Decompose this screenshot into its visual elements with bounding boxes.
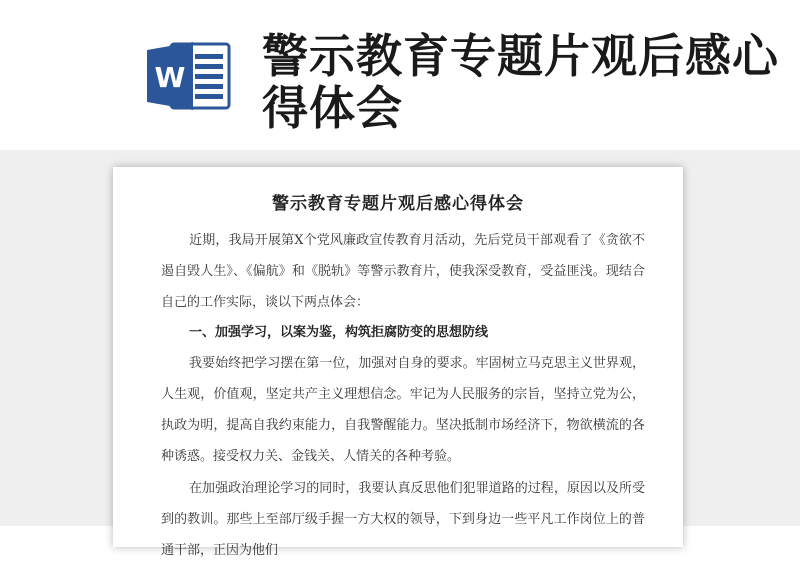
paragraph-intro-text: 近期，我局开展第X个党风廉政宣传教育月活动，先后党员干部观看了《贪欲不遏自毁人生》、《偏航》和《脱轨》等警示教育片，使我深受教育，受益匪浅。现结合自己的工作实际，谈以下两点体会： bbox=[161, 233, 645, 310]
paragraph-study bbox=[161, 348, 645, 472]
word-document-icon bbox=[147, 40, 231, 112]
paragraph-reflection-text: 在加强政治理论学习的同时，我要认真反思他们犯罪道路的过程，原因以及所受到的教训。那些上至部厅级手握一方大权的领导，下到身边一些平凡工作岗位上的普通干部，正因为他们 bbox=[161, 481, 645, 558]
document-page bbox=[113, 167, 683, 558]
paragraph-intro bbox=[161, 225, 645, 318]
document-title: 警示教育专题片观后感心得体会 bbox=[272, 194, 524, 214]
banner-title: 警示教育专题片观后感心得体会 bbox=[262, 29, 779, 135]
paragraph-study-text: 我要始终把学习摆在第一位，加强对自身的要求。牢固树立马克思主义世界观，人生观，价值观，坚定共产主义理想信念。牢记为人民服务的宗旨，坚持立党为公，执政为明，提高自我约束能力，自我警醒能力。坚决抵制市场经济下，物欲横流的各种诱惑。接受权力关、金钱关、人情关的各种考验。 bbox=[161, 356, 645, 464]
word-icon-letter: W bbox=[154, 61, 186, 94]
paragraph-reflection bbox=[161, 473, 645, 566]
section-heading-1-text: 一、加强学习，以案为鉴，构筑拒腐防变的思想防线 bbox=[189, 325, 489, 340]
section-heading-1 bbox=[161, 317, 645, 348]
header-banner bbox=[0, 0, 800, 150]
